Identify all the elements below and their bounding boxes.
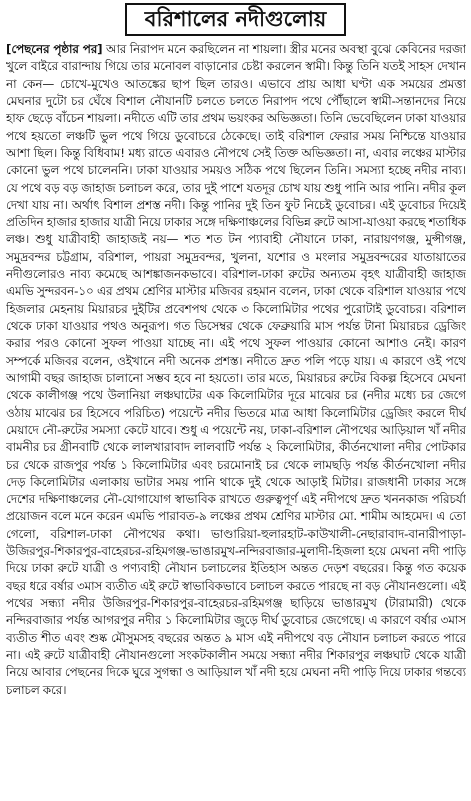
article-text: আর নিরাপদ মনে করছিলেন না শায়লা। স্ত্রীর মনের অবস্থা বুঝে কেবিনের দরজা খুলে বাইরে বারান্দায় গিয়ে তার মনোবল বাড়ানোর চেষ্টা করলেন স্বামী। কিন্তু তিনি যতই সাহস দেখান না কেন— চোখে-মুখেও আতঙ্কের ছাপ ছিল তারও। এভাবে প্রায় আধা ঘণ্টা এক সময়ের প্রমত্তা মেঘনার দুটো চর ঘেঁষে বিশাল নৌযানটি চলতে চলতে নিরাপদ পথে পৌঁছালে স্বামী-সন্তানদের নিয়ে হাফ ছেড়ে বাঁচেন শায়লা। নদীতে এটি তার প্রথম ভয়ংকর অভিজ্ঞতা। তিনি ভেবেছিলেন ঢাকা যাওয়ার পথে হয়তো লঞ্চটি ভুল পথে গিয়ে ডুবোচরে ঠেকেছে। তাই বরিশাল ফেরার সময় নিশ্চিন্তে যাওয়ার আশা ছিল। কিন্তু বিধিবাম! মধ্য রাতে এবারও নৌপথে সেই তিক্ত অভিজ্ঞতা। না, এবার লঞ্চের মাস্টার কোনো ভুল পথে চালেননি। ঢাকা যাওয়ার সময়ও সঠিক পথে ছিলেন তিনি। সমস্যা হচ্ছে নদীর নাব্য। যে পথে বড় বড় জাহাজ চলাচল করে, তার দুই পাশে যতদূর চোখ যায় শুধু পানি আর পানি। নদীর কূল দেখা যায় না। অর্থাৎ বিশাল প্রশস্ত নদী। কিন্তু পানির দুই তিন ফুট নিচেই ডুবোচর। এই ডুবোচর দিয়েই প্রতিদিন হাজার হাজার যাত্রী নিয়ে ঢাকার সঙ্গে দক্ষিণাঞ্চলের বিভিন্ন রুটে আসা-যাওয়া করছে শতাধিক লঞ্চ। শুধু যাত্রীবাহী জাহাজই নয়— শত শত টন প্যাবাহী নৌযানে ঢাকা, নারায়ণগঞ্জ, মুন্সীগঞ্জ, সমুদ্রবন্দর চট্টগ্রাম, বরিশাল, পায়রা সমুদ্রবন্দর, খুলনা, যশোর ও মংলার সমুদ্রবন্দরের যাতায়াতের নদীগুলোরও নাব্য কমেছে আশঙ্কাজনকভাবে। বরিশাল-ঢাকা রুটের অন্যতম বৃহৎ যাত্রীবাহী জাহাজ এমভি সুন্দরবন-১০ এর প্রথম শ্রেণির মাস্টার মজিবর রহমান বলেন, ঢাকা থেকে বরিশাল যাওয়ার পথে হিজলার মেহনায় মিয়ারচর দুইটির প্রবেশপথ থেকে ৩ কিলোমিটার পথের পুরোটাই ডুবোচর। বরিশাল থেকে ঢাকা যাওয়ার পথও অনুরূপ। গত ডিসেম্বর থেকে ফেব্রুয়ারি মাস পর্যন্ত টানা মিয়ারচর ড্রেজিং করার পরও কোনো সুফল পাওয়া যাচ্ছে না। এই পথে সুফল পাওয়ার কোনো আশাও নেই। কারণ সম্পর্কে মজিবর বলেন, ওইখানে নদী অনেক প্রশস্ত। নদীতে দ্রুত পলি পড়ে যায়। এ কারণে ওই পথে আগামী বছর জাহাজ চালানো সম্ভব হবে না হয়তো। তার মতে, মিয়ারচর রুটের বিকল্প হিসেবে মেঘনা থেকে কালীগঞ্জ পথে উলানিয়া লঞ্চঘাটের এক কিলোমিটার দূরে মাঝের চর (নদীর মধ্যে চর জেগে ওঠায় মাঝের চর হিসেবে পরিচিত) পয়েন্টে নদীর ভিতরে মাত্র আধা কিলোমিটার ড্রেজিং করলে দীর্ঘ মেয়াদে নৌ-রুটের সমস্যা কেটে যাবে। শুধু এ পয়েন্টে নয়, ঢাকা-বরিশাল নৌপথের আড়িয়াল খাঁ নদীর বামনীর চর গ্রীনবাটি থেকে লালখারাবাদ লালবাটি পর্যন্ত ২ কিলোমিটার, কীর্তনখোলা নদীর পোটকার চর থেকে রাজপুর পর্যন্ত ১ কিলোমিটার এবং চরমোনাই চর থেকে লামছড়ি পর্যন্ত কীর্তনখোলা নদীর দেড় কিলোমিটার এলাকায় ভাটার সময় পানি থাকে দুই থেকে আড়াই মিটার। রাজধানী ঢাকার সঙ্গে দেশের দক্ষিণাঞ্চলের নৌ-যোগাযোগ স্বাভাবিক রাখতে গুরুত্বপূর্ণ এই নদীপথে দ্রুত খননকাজ পরিচর্যা প্রয়োজন বলে মনে করেন এমভি পারাবত-৯ লঞ্চের প্রথম শ্রেণির মাস্টার মো. শামীম আহমেদ। এ তো গেলো, বরিশাল-ঢাকা নৌপথের কথা। ভাণ্ডারিয়া-হুলারহাট-কাউখালী-নেছারাবাদ-বানারীপাড়া-উজিরপুর-শিকারপুর-বাহেরচর-রহিমগঞ্জ-ভাঙারমুখ-নন্দিরবাজার-মুলাদী-হিজলা হয়ে মেঘনা নদী পাড়ি দিয়ে ঢাকা রুটে যাত্রী ও পণ্যবাহী নৌযান চলাচলের ইতিহাস অন্তত দেড়শ বছরের। কিন্তু গত কয়েক বছর ধরে বর্ষার ৩মাস ব্যতীত এই রুটে স্বাভাবিকভাবে চলাচল করতে পারছে না বড় নৌযানগুলো। এই পথের সন্ধ্যা নদীর উজিরপুর-শিকারপুর-বাহেরচর-রহিমগঞ্জ ছাড়িয়ে ভাঙারমুখ (টারামারী) থেকে নন্দিরবাজার পর্যন্ত আগরপুর নদীর ১ কিলোমিটার জুড়ে দীর্ঘ ডুবোচর জেগেছে। এ কারণে বর্ষার ৩মাস ব্যতীত শীত এবং শুষ্ক মৌসুমসহ বছরের অন্তত ৯ মাস এই নদীপথে বড় নৌযান চলাচল করতে পারে না। এই রুটে যাত্রীবাহী নৌযানগুলো সংকটকালীন সময়ে সন্ধ্যা নদীর শিকারপুর লঞ্চঘাট থেকে যাত্রী নিয়ে আবার পেছনের দিকে ঘুরে সুগন্ধা ও আড়িয়াল খাঁ নদী হয়ে মেঘনা নদী পাড়ি দিয়ে ঢাকার গন্তব্যে চলাচল করে। [6,42,466,697]
article-paragraph [6,41,466,699]
headline-container [0,3,471,36]
article-title: বরিশালের নদীগুলোয় [125,3,346,36]
article-body [6,41,466,797]
continued-from-label: [পেছনের পৃষ্ঠার পর] [6,42,103,56]
